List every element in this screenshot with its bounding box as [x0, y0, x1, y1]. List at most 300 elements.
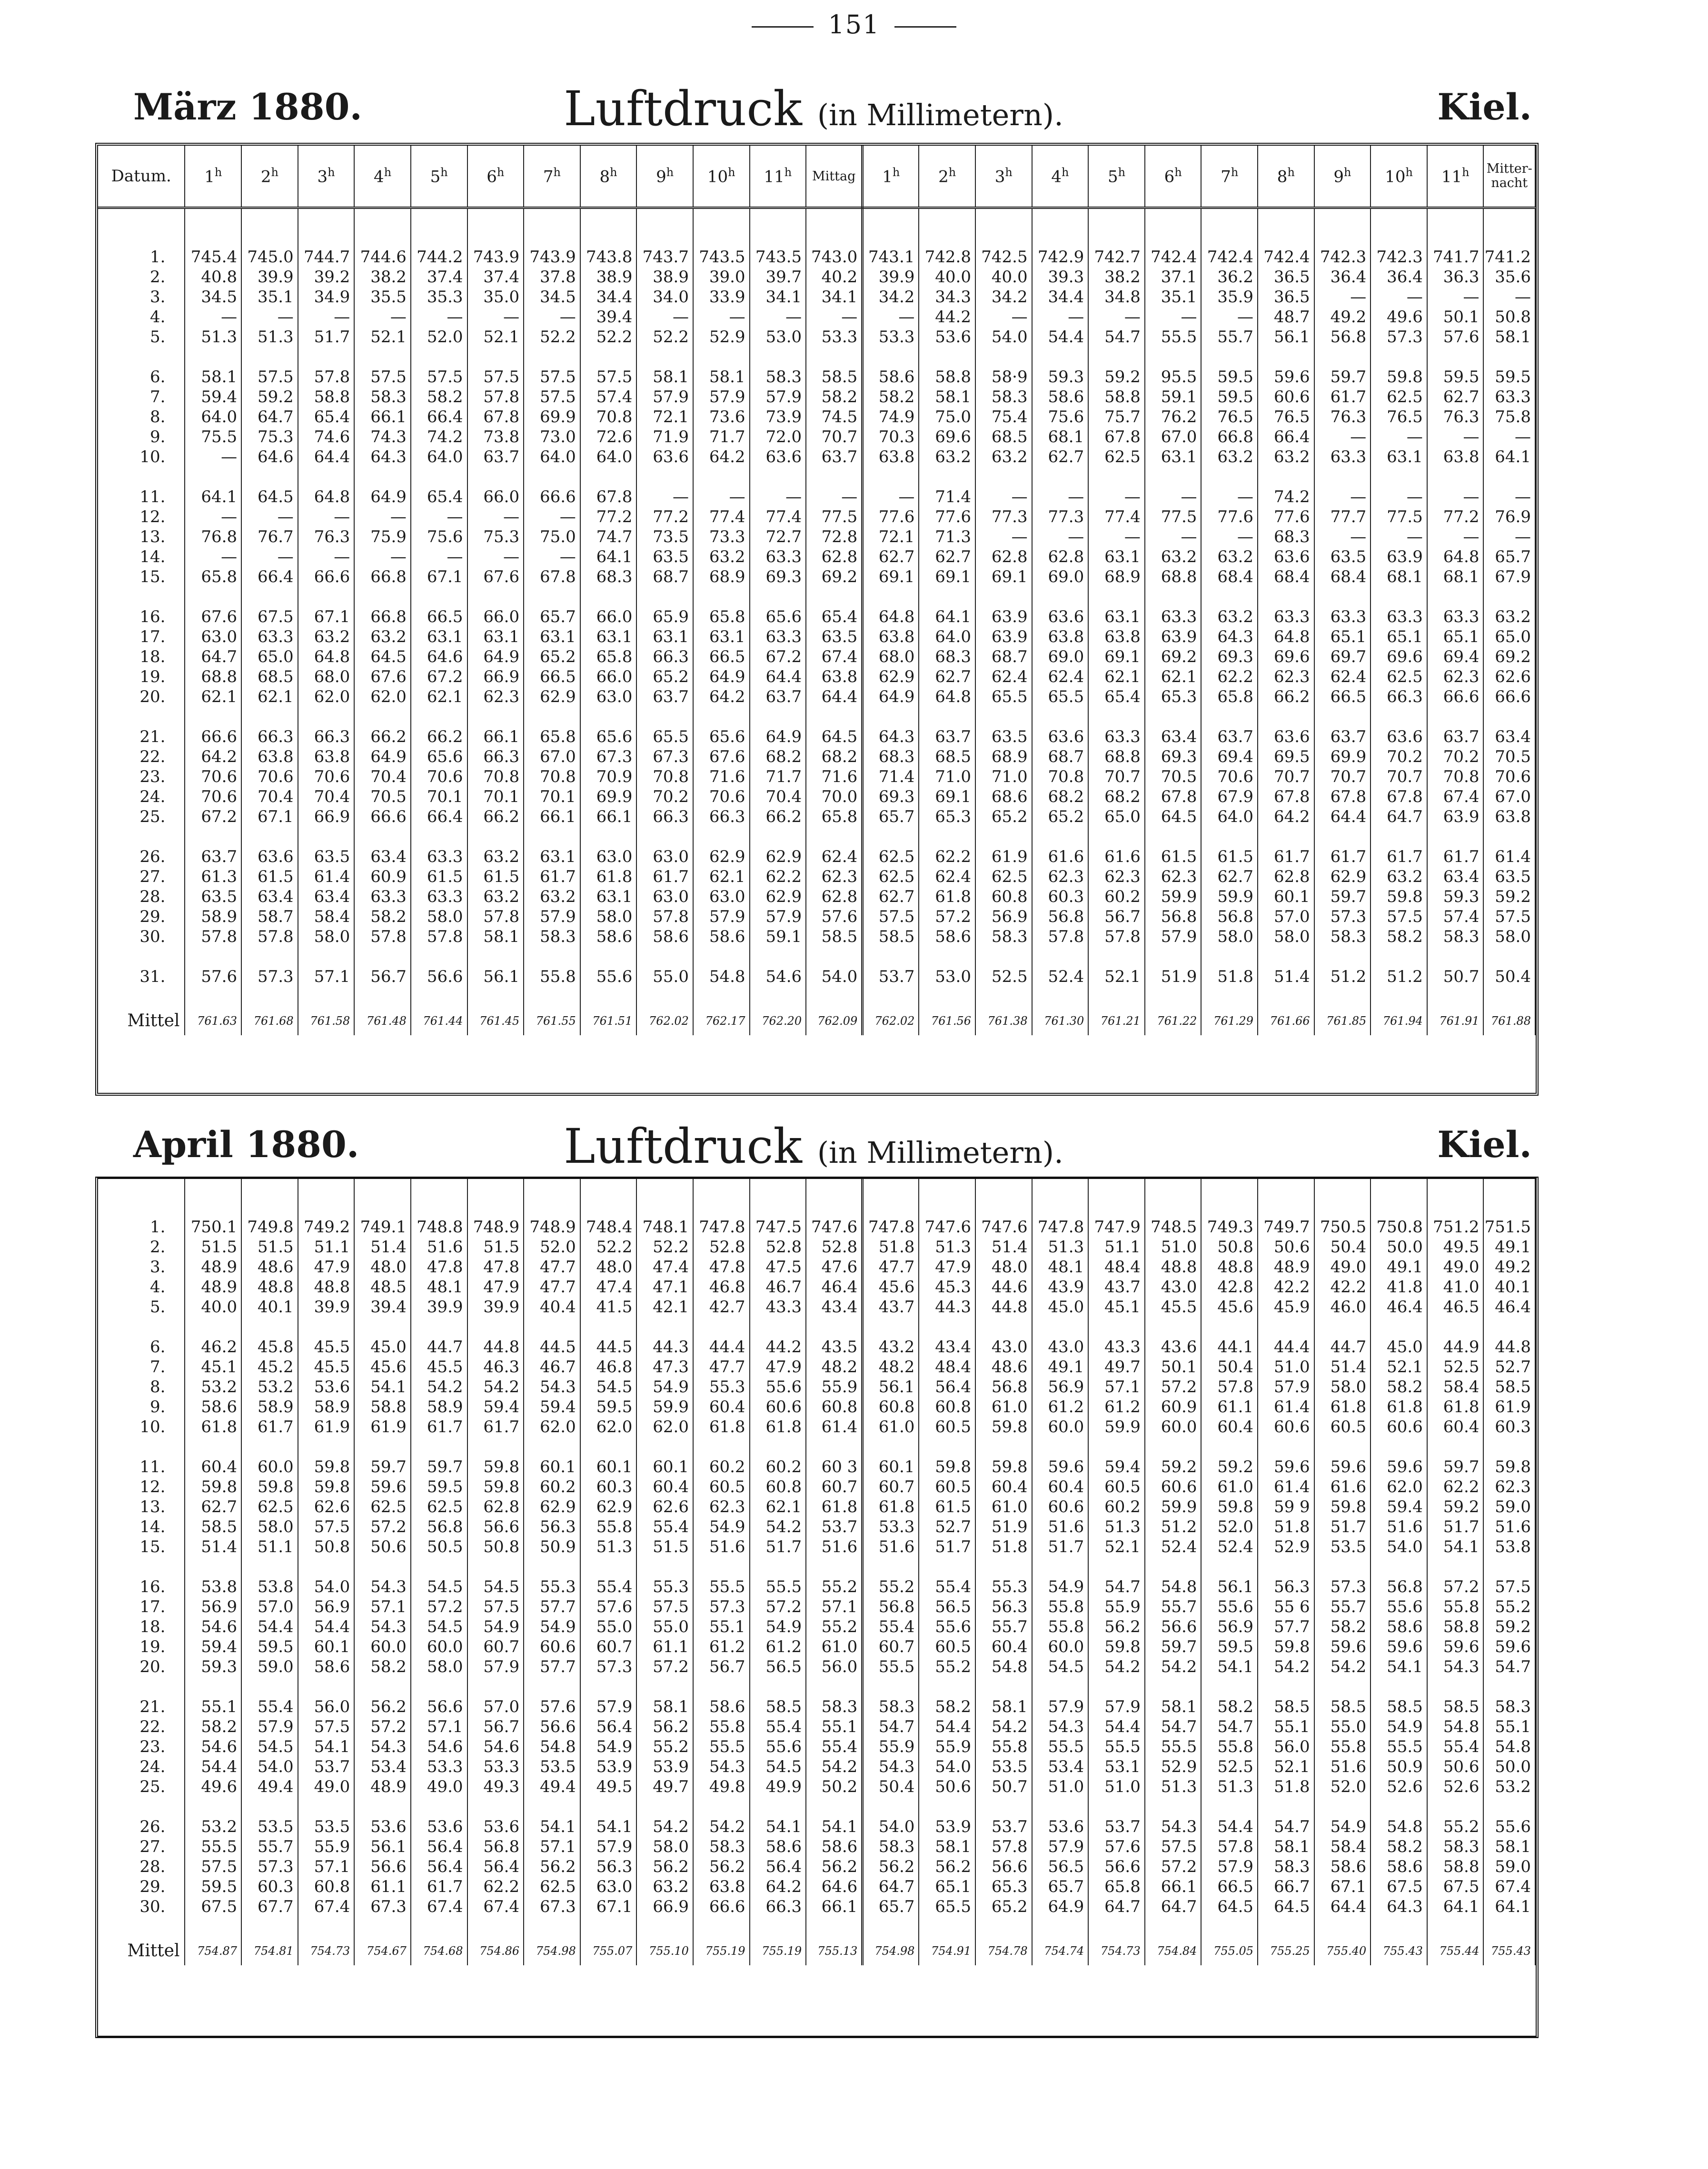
pressure-cell: 748.9: [524, 1217, 580, 1237]
pressure-cell: 64.1: [185, 487, 241, 507]
pressure-cell: 63.0: [580, 847, 637, 867]
pressure-cell: 51.8: [975, 1537, 1032, 1557]
pressure-cell: 58.3: [1427, 1837, 1484, 1857]
pressure-cell: 61.8: [919, 887, 975, 907]
pressure-cell: 57.8: [1032, 927, 1089, 947]
spacer-cell: [98, 347, 185, 367]
pressure-cell: 54.3: [524, 1377, 580, 1397]
pressure-cell: 61.2: [1088, 1397, 1145, 1417]
spacer-cell: [1314, 947, 1371, 967]
pressure-cell: 63.8: [241, 747, 298, 767]
pressure-cell: 53.7: [863, 967, 919, 987]
spacer-cell: [1145, 1557, 1202, 1577]
date-cell: 1.: [98, 1217, 185, 1237]
spacer-cell: [98, 1317, 185, 1337]
column-header-hour: 8$^h$: [1258, 146, 1314, 208]
spacer-cell: [975, 987, 1032, 1007]
spacer-cell: [636, 1557, 693, 1577]
pressure-cell: 66.0: [467, 607, 524, 627]
pressure-cell: 51.6: [411, 1237, 467, 1257]
pressure-cell: 76.8: [185, 527, 241, 547]
pressure-cell: 60.4: [693, 1397, 750, 1417]
pressure-cell: 742.4: [1201, 247, 1258, 267]
pressure-cell: 61.9: [1483, 1397, 1535, 1417]
date-cell: 16.: [98, 607, 185, 627]
date-cell: 30.: [98, 1897, 185, 1917]
pressure-cell: 69.6: [1370, 647, 1427, 667]
spacer-cell: [750, 1317, 806, 1337]
pressure-cell: —: [524, 547, 580, 567]
pressure-cell: 64.0: [185, 407, 241, 427]
pressure-cell: 54.9: [1032, 1577, 1089, 1597]
spacer-cell: [241, 587, 298, 607]
pressure-cell: 63.7: [185, 847, 241, 867]
spacer-cell: [1370, 1557, 1427, 1577]
pressure-cell: 57.1: [806, 1597, 863, 1617]
spacer-cell: [1201, 987, 1258, 1007]
spacer-cell: [524, 827, 580, 847]
pressure-cell: 58.6: [1370, 1617, 1427, 1637]
pressure-cell: 63.2: [524, 887, 580, 907]
date-cell: 26.: [98, 1817, 185, 1837]
pressure-cell: 56.4: [411, 1857, 467, 1877]
pressure-cell: 54.3: [354, 1737, 411, 1757]
pressure-cell: 48.9: [1258, 1257, 1314, 1277]
pressure-cell: 54.2: [1314, 1657, 1371, 1677]
pressure-cell: 59.8: [975, 1417, 1032, 1437]
pressure-cell: 64.1: [919, 607, 975, 627]
pressure-cell: 47.6: [806, 1257, 863, 1277]
pressure-cell: 55.5: [863, 1657, 919, 1677]
pressure-cell: 56.6: [467, 1517, 524, 1537]
pressure-cell: 60.3: [1032, 887, 1089, 907]
spacer-cell: [1032, 467, 1089, 487]
pressure-cell: 70.8: [1032, 767, 1089, 787]
spacer-cell: [693, 947, 750, 967]
pressure-cell: 57.1: [298, 1857, 355, 1877]
pressure-cell: 60.4: [1032, 1477, 1089, 1497]
pressure-cell: 67.8: [467, 407, 524, 427]
pressure-cell: 68.9: [1088, 567, 1145, 587]
pressure-cell: 67.5: [241, 607, 298, 627]
pressure-cell: 60.6: [1032, 1497, 1089, 1517]
spacer-cell: [1427, 347, 1484, 367]
pressure-cell: 63.4: [298, 887, 355, 907]
pressure-cell: 63.0: [636, 887, 693, 907]
pressure-cell: 64.3: [863, 727, 919, 747]
pressure-cell: 57.5: [1145, 1837, 1202, 1857]
pressure-cell: 59.8: [298, 1477, 355, 1497]
pressure-cell: 69.3: [863, 787, 919, 807]
pressure-cell: 63.1: [1145, 447, 1202, 467]
pressure-cell: 749.2: [298, 1217, 355, 1237]
pressure-cell: 66.0: [580, 607, 637, 627]
pressure-cell: 65.9: [636, 607, 693, 627]
spacer-cell: [185, 1677, 241, 1697]
pressure-cell: 70.2: [1370, 747, 1427, 767]
pressure-cell: 52.5: [1201, 1757, 1258, 1777]
spacer-cell: [467, 947, 524, 967]
pressure-cell: 70.0: [806, 787, 863, 807]
pressure-cell: 62.1: [411, 687, 467, 707]
pressure-cell: 56.0: [1258, 1737, 1314, 1757]
pressure-cell: 60.2: [1088, 1497, 1145, 1517]
pressure-cell: 66.2: [354, 727, 411, 747]
pressure-cell: 57.9: [693, 907, 750, 927]
pressure-cell: 60.7: [863, 1637, 919, 1657]
spacer-cell: [241, 987, 298, 1007]
pressure-cell: 68.4: [1314, 567, 1371, 587]
spacer-cell: [298, 1437, 355, 1457]
pressure-cell: 66.6: [1483, 687, 1535, 707]
spacer-cell: [98, 707, 185, 727]
spacer-cell: [806, 1317, 863, 1337]
pressure-cell: —: [354, 507, 411, 527]
pressure-cell: 59.8: [1088, 1637, 1145, 1657]
pressure-cell: 53.4: [354, 1757, 411, 1777]
pressure-cell: 55.8: [524, 967, 580, 987]
pressure-cell: 66.0: [467, 487, 524, 507]
spacer-cell: [354, 1917, 411, 1937]
pressure-cell: —: [411, 547, 467, 567]
pressure-cell: 58.1: [185, 367, 241, 387]
spacer-cell: [524, 947, 580, 967]
pressure-cell: 55.9: [919, 1737, 975, 1757]
pressure-cell: 50.0: [1370, 1237, 1427, 1257]
pressure-cell: 51.0: [1032, 1777, 1089, 1797]
pressure-cell: 51.8: [1258, 1777, 1314, 1797]
pressure-cell: —: [298, 307, 355, 327]
pressure-cell: 67.0: [1145, 427, 1202, 447]
pressure-cell: 58.5: [750, 1697, 806, 1717]
pressure-cell: 59.2: [1201, 1457, 1258, 1477]
pressure-cell: 61.5: [411, 867, 467, 887]
pressure-cell: 59.0: [1483, 1857, 1535, 1877]
spacer-cell: [806, 467, 863, 487]
pressure-cell: 56.8: [975, 1377, 1032, 1397]
pressure-cell: 61.7: [1258, 847, 1314, 867]
pressure-cell: 62.3: [1088, 867, 1145, 887]
pressure-cell: 50.9: [524, 1537, 580, 1557]
mittel-cell: 754.98: [524, 1937, 580, 1965]
pressure-cell: 61.5: [1201, 847, 1258, 867]
pressure-cell: 53.7: [806, 1517, 863, 1537]
pressure-cell: 45.5: [298, 1337, 355, 1357]
pressure-cell: 56.6: [524, 1717, 580, 1737]
pressure-cell: 66.3: [636, 647, 693, 667]
pressure-cell: 51.7: [1032, 1537, 1089, 1557]
pressure-cell: 76.7: [241, 527, 298, 547]
pressure-cell: 63.3: [750, 547, 806, 567]
pressure-cell: 54.6: [411, 1737, 467, 1757]
pressure-cell: 66.6: [1427, 687, 1484, 707]
pressure-cell: 56.1: [863, 1377, 919, 1397]
pressure-cell: 63.3: [1427, 607, 1484, 627]
pressure-cell: 58.3: [975, 387, 1032, 407]
pressure-cell: 65.7: [1032, 1877, 1089, 1897]
pressure-cell: 743.0: [806, 247, 863, 267]
pressure-cell: 62.1: [1145, 667, 1202, 687]
pressure-cell: 46.4: [806, 1277, 863, 1297]
mittel-cell: 761.30: [1032, 1007, 1089, 1035]
pressure-cell: 57.9: [1032, 1837, 1089, 1857]
pressure-cell: 55.7: [1145, 1597, 1202, 1617]
pressure-cell: 40.0: [919, 267, 975, 287]
pressure-cell: 65.3: [975, 1877, 1032, 1897]
march-spacer-row: [98, 467, 1535, 487]
pressure-cell: 48.8: [298, 1277, 355, 1297]
pressure-cell: 54.6: [750, 967, 806, 987]
pressure-cell: 747.9: [1088, 1217, 1145, 1237]
pressure-cell: 70.8: [524, 767, 580, 787]
pressure-cell: 70.8: [1427, 767, 1484, 787]
pressure-cell: 54.0: [806, 967, 863, 987]
pressure-cell: 59.6: [354, 1477, 411, 1497]
pressure-cell: 51.5: [636, 1537, 693, 1557]
pressure-cell: 64.1: [1483, 1897, 1535, 1917]
pressure-cell: 57.8: [975, 1837, 1032, 1857]
column-header-hour: 9$^h$: [636, 146, 693, 208]
pressure-cell: 57.5: [467, 1597, 524, 1617]
spacer-cell: [919, 1179, 975, 1217]
pressure-cell: 53.2: [185, 1817, 241, 1837]
pressure-cell: 70.1: [411, 787, 467, 807]
pressure-cell: 58.6: [636, 927, 693, 947]
pressure-cell: 47.1: [636, 1277, 693, 1297]
pressure-cell: 55.5: [1145, 1737, 1202, 1757]
pressure-cell: 40.1: [241, 1297, 298, 1317]
table-row: [98, 1757, 1535, 1777]
pressure-cell: 58.8: [919, 367, 975, 387]
pressure-cell: 59.5: [1483, 367, 1535, 387]
pressure-cell: 66.8: [1201, 427, 1258, 447]
pressure-cell: 56.2: [863, 1857, 919, 1877]
pressure-cell: 64.1: [580, 547, 637, 567]
pressure-cell: 68.0: [298, 667, 355, 687]
pressure-cell: 69.3: [1145, 747, 1202, 767]
pressure-cell: 52.1: [1088, 1537, 1145, 1557]
pressure-cell: 55.4: [919, 1577, 975, 1597]
pressure-cell: 68.0: [863, 647, 919, 667]
pressure-cell: 63.7: [467, 447, 524, 467]
date-cell: 20.: [98, 687, 185, 707]
pressure-cell: 56.6: [1145, 1617, 1202, 1637]
pressure-cell: 58.3: [354, 387, 411, 407]
spacer-cell: [185, 467, 241, 487]
pressure-cell: 45.1: [185, 1357, 241, 1377]
pressure-cell: 62.9: [524, 687, 580, 707]
pressure-cell: 64.9: [1032, 1897, 1089, 1917]
pressure-cell: 63.0: [636, 847, 693, 867]
spacer-cell: [636, 1677, 693, 1697]
pressure-cell: 35.0: [467, 287, 524, 307]
pressure-cell: 62.3: [1483, 1477, 1535, 1497]
pressure-cell: 56.2: [1088, 1617, 1145, 1637]
pressure-cell: 52.9: [1145, 1757, 1202, 1777]
pressure-cell: 47.7: [524, 1257, 580, 1277]
pressure-cell: 50.7: [975, 1777, 1032, 1797]
pressure-cell: 49.0: [411, 1777, 467, 1797]
spacer-cell: [1483, 1557, 1535, 1577]
pressure-cell: 63.2: [298, 627, 355, 647]
pressure-cell: 66.4: [1258, 427, 1314, 447]
pressure-cell: 57.0: [1258, 907, 1314, 927]
pressure-cell: 59.4: [1088, 1457, 1145, 1477]
pressure-cell: 66.9: [467, 667, 524, 687]
pressure-cell: 48.1: [1032, 1257, 1089, 1277]
date-cell: 11.: [98, 487, 185, 507]
table-row: [98, 647, 1535, 667]
pressure-cell: 55.8: [1032, 1597, 1089, 1617]
pressure-cell: 59.6: [1483, 1637, 1535, 1657]
pressure-cell: 48.8: [241, 1277, 298, 1297]
pressure-cell: 52.9: [693, 327, 750, 347]
pressure-cell: 48.2: [863, 1357, 919, 1377]
pressure-cell: 57.8: [241, 927, 298, 947]
spacer-cell: [750, 208, 806, 248]
pressure-cell: 67.8: [524, 567, 580, 587]
spacer-cell: [1201, 1437, 1258, 1457]
spacer-cell: [1201, 1317, 1258, 1337]
pressure-cell: 54.5: [241, 1737, 298, 1757]
pressure-cell: 57.6: [524, 1697, 580, 1717]
date-cell: 6.: [98, 1337, 185, 1357]
pressure-cell: 60.0: [1032, 1417, 1089, 1437]
pressure-cell: 66.0: [580, 667, 637, 687]
spacer-cell: [636, 208, 693, 248]
table-row: [98, 1357, 1535, 1377]
spacer-cell: [1427, 467, 1484, 487]
pressure-cell: —: [1314, 527, 1371, 547]
pressure-cell: 60.5: [1088, 1477, 1145, 1497]
pressure-cell: 60.0: [1032, 1637, 1089, 1657]
pressure-cell: 55.8: [1032, 1617, 1089, 1637]
pressure-cell: 35.9: [1201, 287, 1258, 307]
table-row: [98, 1237, 1535, 1257]
spacer-cell: [241, 1557, 298, 1577]
pressure-cell: 59.9: [1145, 887, 1202, 907]
spacer-cell: [863, 987, 919, 1007]
pressure-cell: 45.3: [919, 1277, 975, 1297]
pressure-cell: 63.3: [241, 627, 298, 647]
pressure-cell: 63.6: [1258, 727, 1314, 747]
pressure-cell: 58.6: [919, 927, 975, 947]
pressure-cell: 53.6: [354, 1817, 411, 1837]
pressure-cell: 63.8: [1427, 447, 1484, 467]
pressure-cell: —: [354, 307, 411, 327]
pressure-cell: 66.8: [354, 567, 411, 587]
pressure-cell: 60.1: [636, 1457, 693, 1477]
pressure-cell: 42.8: [1201, 1277, 1258, 1297]
pressure-cell: 68.1: [1370, 567, 1427, 587]
pressure-cell: 59.8: [1370, 887, 1427, 907]
spacer-cell: [1145, 587, 1202, 607]
pressure-cell: 57.5: [1483, 1577, 1535, 1597]
pressure-cell: 749.8: [241, 1217, 298, 1237]
pressure-cell: 63.8: [863, 627, 919, 647]
pressure-cell: —: [1370, 487, 1427, 507]
pressure-cell: —: [1314, 487, 1371, 507]
pressure-cell: 63.9: [1427, 807, 1484, 827]
spacer-cell: [1088, 827, 1145, 847]
pressure-cell: 62.3: [693, 1497, 750, 1517]
pressure-cell: 71.0: [975, 767, 1032, 787]
spacer-cell: [1314, 467, 1371, 487]
march-spacer-row: [98, 987, 1535, 1007]
pressure-cell: 48.5: [354, 1277, 411, 1297]
pressure-cell: 36.5: [1258, 287, 1314, 307]
spacer-cell: [1370, 347, 1427, 367]
pressure-cell: 77.6: [919, 507, 975, 527]
pressure-cell: 745.4: [185, 247, 241, 267]
pressure-cell: —: [1370, 427, 1427, 447]
table-row: [98, 907, 1535, 927]
pressure-cell: 43.0: [1145, 1277, 1202, 1297]
date-cell: 5.: [98, 327, 185, 347]
pressure-cell: 57.5: [411, 367, 467, 387]
pressure-cell: 51.0: [1258, 1357, 1314, 1377]
table-row: [98, 927, 1535, 947]
pressure-cell: 58.0: [636, 1837, 693, 1857]
pressure-cell: 63.1: [693, 627, 750, 647]
spacer-cell: [1088, 467, 1145, 487]
march-month-label: März 1880.: [133, 86, 363, 128]
pressure-cell: 58.5: [1427, 1697, 1484, 1717]
spacer-cell: [1314, 1179, 1371, 1217]
pressure-cell: 77.2: [636, 507, 693, 527]
mittel-cell: 761.88: [1483, 1007, 1535, 1035]
column-header-hour: Mitter- nacht: [1483, 146, 1535, 208]
pressure-cell: 62.8: [1032, 547, 1089, 567]
table-row: [98, 1257, 1535, 1277]
pressure-cell: 64.9: [863, 687, 919, 707]
pressure-cell: —: [1032, 527, 1089, 547]
pressure-cell: 52.8: [806, 1237, 863, 1257]
pressure-cell: 63.5: [636, 547, 693, 567]
pressure-cell: 61.0: [806, 1637, 863, 1657]
spacer-cell: [98, 1677, 185, 1697]
pressure-cell: 54.8: [693, 967, 750, 987]
mittel-cell: 755.19: [693, 1937, 750, 1965]
pressure-cell: —: [863, 487, 919, 507]
spacer-cell: [863, 587, 919, 607]
spacer-cell: [1258, 1917, 1314, 1937]
pressure-cell: 64.1: [1427, 1897, 1484, 1917]
pressure-cell: 69.9: [524, 407, 580, 427]
april-title-unit: (in Millimetern).: [817, 1135, 1063, 1170]
pressure-cell: 39.9: [411, 1297, 467, 1317]
pressure-cell: 58.4: [1314, 1837, 1371, 1857]
date-cell: 24.: [98, 1757, 185, 1777]
pressure-cell: 59 9: [1258, 1497, 1314, 1517]
spacer-cell: [636, 1179, 693, 1217]
spacer-cell: [806, 1437, 863, 1457]
pressure-cell: 47.3: [636, 1357, 693, 1377]
pressure-cell: 53.5: [524, 1757, 580, 1777]
pressure-cell: 58.3: [1427, 927, 1484, 947]
pressure-cell: 67.9: [1483, 567, 1535, 587]
pressure-cell: 55.7: [1201, 327, 1258, 347]
pressure-cell: 58.5: [806, 927, 863, 947]
pressure-cell: 57.8: [467, 907, 524, 927]
table-row: [98, 307, 1535, 327]
pressure-cell: 66.1: [524, 807, 580, 827]
pressure-cell: 63.2: [975, 447, 1032, 467]
pressure-cell: 54.8: [1483, 1737, 1535, 1757]
pressure-cell: 64.2: [185, 747, 241, 767]
pressure-cell: 39.0: [693, 267, 750, 287]
pressure-cell: 68.5: [241, 667, 298, 687]
